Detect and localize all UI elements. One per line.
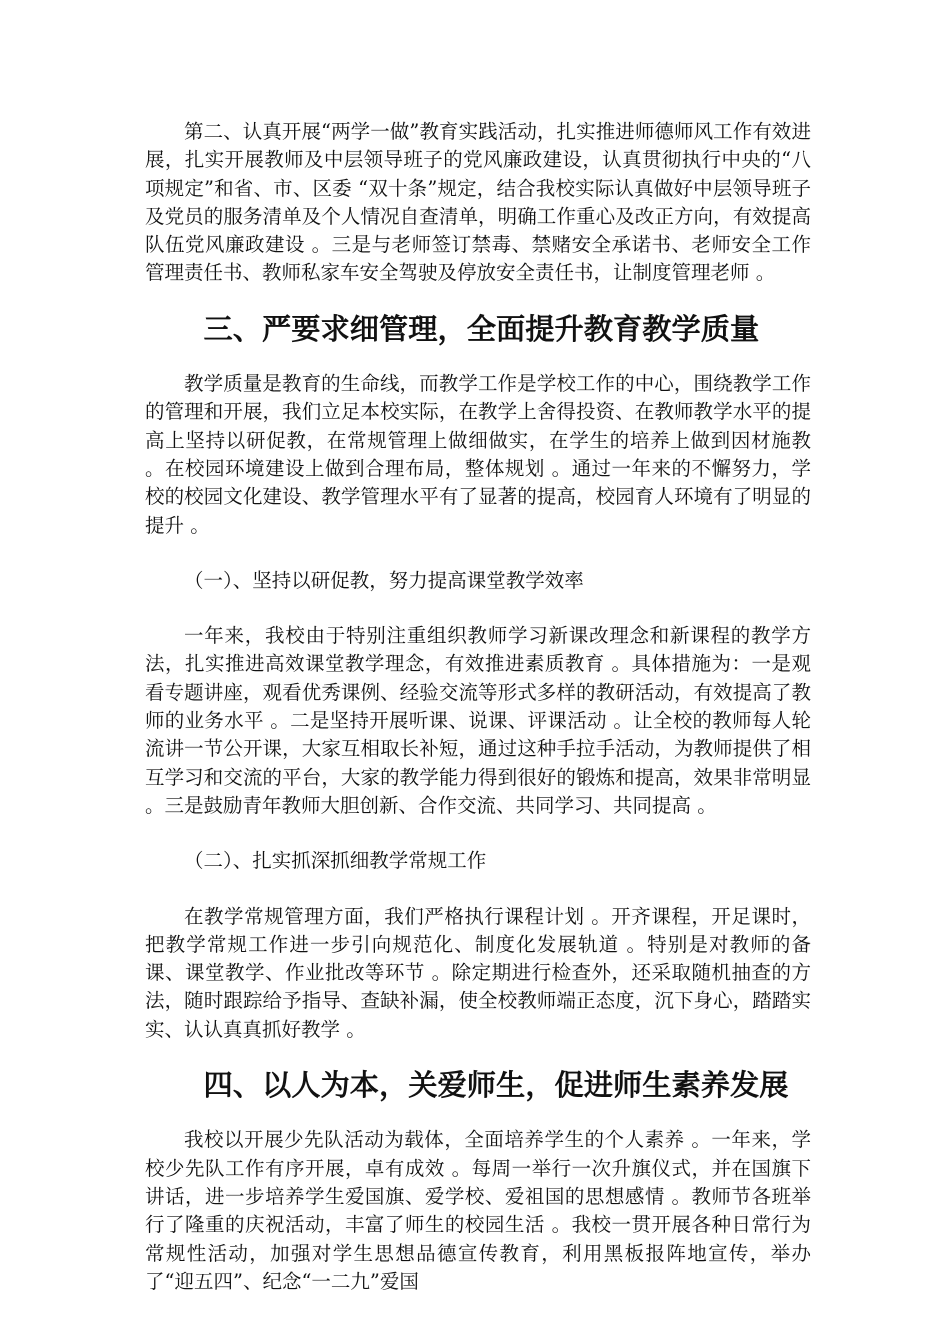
- subsection-heading-2: （二）、扎实抓深抓细教学常规工作: [184, 849, 487, 873]
- paragraph-teaching-routine: 在教学常规管理方面，我们严格执行课程计划 。开齐课程，开足课时，把教学常规工作进一步引向规范化、制度化发展轨道 。特别是对教师的备课、课堂教学、作业批改等环节 。除定期进行检查外，还采取随机抽查的方法，随时跟踪给予指导、查缺补漏，使全校教师端正态度，沉下身心，踏踏实实、认认真真抓好教学 。: [145, 904, 811, 1041]
- section-heading-4: 四、以人为本，关爱师生，促进师生素养发展: [203, 1068, 789, 1103]
- section-heading-3: 三、严要求细管理，全面提升教育教学质量: [203, 311, 760, 346]
- paragraph-party-conduct: 第二、认真开展“两学一做”教育实践活动，扎实推进师德师风工作有效进展，扎实开展教师及中层领导班子的党风廉政建设，认真贯彻执行中央的“八项规定”和省、市、区委 “双十条”规定，结合我校实际认真做好中层领导班子及党员的服务清单及个人情况自查清单，明确工作重心及改正方向，有效提高队伍党风廉政建设 。三是与老师签订禁毒、禁赌安全承诺书、老师安全工作管理责任书、教师私家车安全驾驶及停放安全责任书，让制度管理老师 。: [145, 120, 811, 285]
- paragraph-research-teaching: 一年来，我校由于特别注重组织教师学习新课改理念和新课程的教学方法，扎实推进高效课堂教学理念，有效推进素质教育 。具体措施为：一是观看专题讲座，观看优秀课例、经验交流等形式多样的教研活动，有效提高了教师的业务水平 。二是坚持开展听课、说课、评课活动 。让全校的教师每人轮流讲一节公开课，大家互相取长补短，通过这种手拉手活动，为教师提供了相互学习和交流的平台，大家的教学能力得到很好的锻炼和提高，效果非常明显 。三是鼓励青年教师大胆创新、合作交流、共同学习、共同提高 。: [145, 624, 811, 817]
- subsection-heading-1: （一）、坚持以研促教，努力提高课堂教学效率: [184, 568, 584, 592]
- paragraph-teaching-quality: 教学质量是教育的生命线，而教学工作是学校工作的中心，围绕教学工作的管理和开展，我们立足本校实际，在教学上舍得投资、在教师教学水平的提高上坚持以研促教，在常规管理上做细做实，在学生的培养上做到因材施教 。在校园环境建设上做到合理布局，整体规划 。通过一年来的不懈努力，学校的校园文化建设、教学管理水平有了显著的提高，校园育人环境有了明显的提升 。: [145, 372, 811, 537]
- paragraph-young-pioneers: 我校以开展少先队活动为载体，全面培养学生的个人素养 。一年来，学校少先队工作有序开展，卓有成效 。每周一举行一次升旗仪式，并在国旗下讲话，进一步培养学生爱国旗、爱学校、爱祖国的思想感情 。教师节各班举行了隆重的庆祝活动，丰富了师生的校园生活 。我校一贯开展各种日常行为常规性活动，加强对学生思想品德宣传教育，利用黑板报阵地宣传，举办了“迎五四”、纪念“一二九”爱国: [145, 1128, 811, 1293]
- document-body: [145, 118, 811, 1296]
